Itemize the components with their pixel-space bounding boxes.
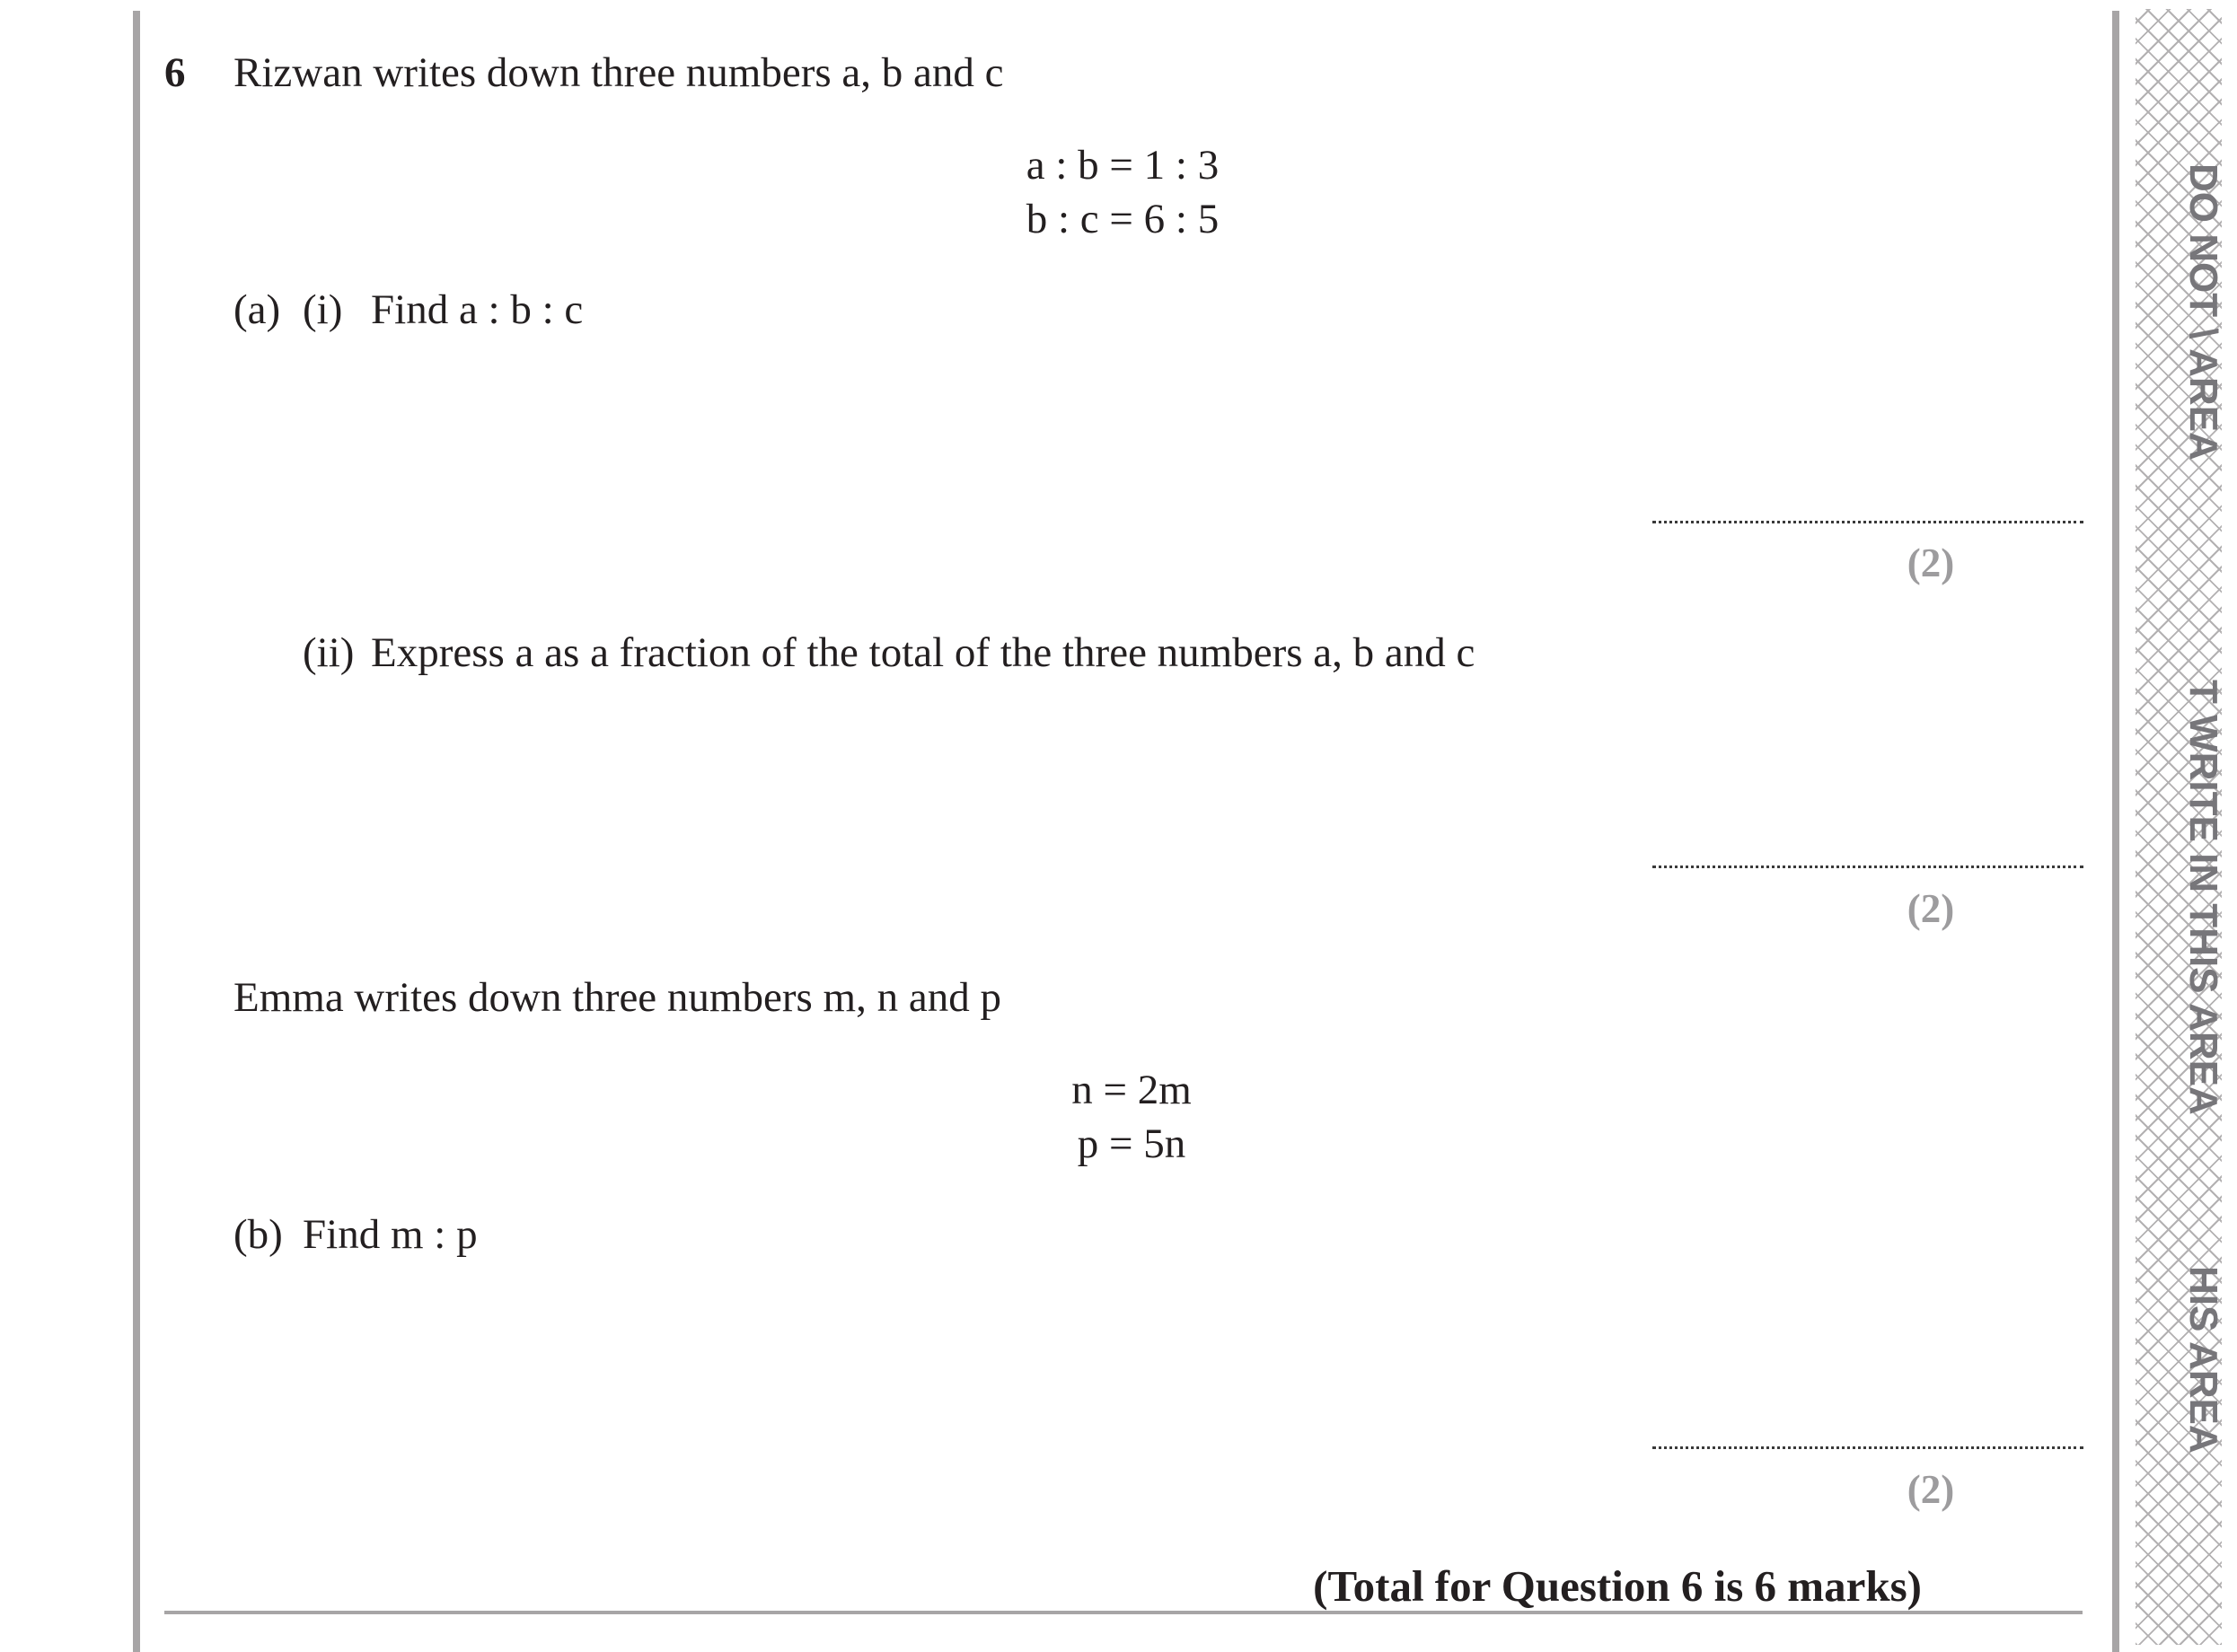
given-equation-2: p = 5n xyxy=(1077,1120,1186,1167)
left-margin-rule xyxy=(133,11,140,1652)
part-b-label: (b) xyxy=(233,1211,283,1258)
given-ratio-1: a : b = 1 : 3 xyxy=(1026,142,1220,189)
marks-b: (2) xyxy=(1907,1467,1955,1512)
part-a-ii-label: (ii) xyxy=(303,629,355,676)
question-intro-text: Rizwan writes down three numbers a, b and c xyxy=(233,49,1004,96)
part-b-intro: Emma writes down three numbers m, n and p xyxy=(233,974,1001,1021)
part-a-i-text: Find a : b : c xyxy=(371,286,584,333)
marks-a-i: (2) xyxy=(1907,540,1955,585)
answer-line-a-i[interactable] xyxy=(1652,521,2083,523)
marks-a-ii: (2) xyxy=(1907,886,1955,931)
margin-label-2: T WRITE IN THIS AREA xyxy=(2181,680,2225,1115)
part-a-i-label: (i) xyxy=(303,286,343,333)
given-ratio-2: b : c = 6 : 5 xyxy=(1026,196,1220,242)
part-b-text: Find m : p xyxy=(303,1211,478,1258)
answer-line-a-ii[interactable] xyxy=(1652,866,2083,868)
part-a-label: (a) xyxy=(233,286,281,333)
margin-label-3: HIS AREA xyxy=(2181,1266,2225,1454)
given-equation-1: n = 2m xyxy=(1071,1067,1192,1113)
question-number: 6 xyxy=(164,49,186,96)
right-margin-rule xyxy=(2112,11,2119,1652)
margin-label-1: DO NOT \ AREA xyxy=(2181,163,2225,461)
question-intro xyxy=(233,49,1004,96)
bottom-rule xyxy=(164,1611,2083,1614)
question-total: (Total for Question 6 is 6 marks) xyxy=(1313,1561,1922,1611)
part-a-ii-text: Express a as a fraction of the total of the three numbers a, b and c xyxy=(371,629,1475,676)
answer-line-b[interactable] xyxy=(1652,1446,2083,1449)
